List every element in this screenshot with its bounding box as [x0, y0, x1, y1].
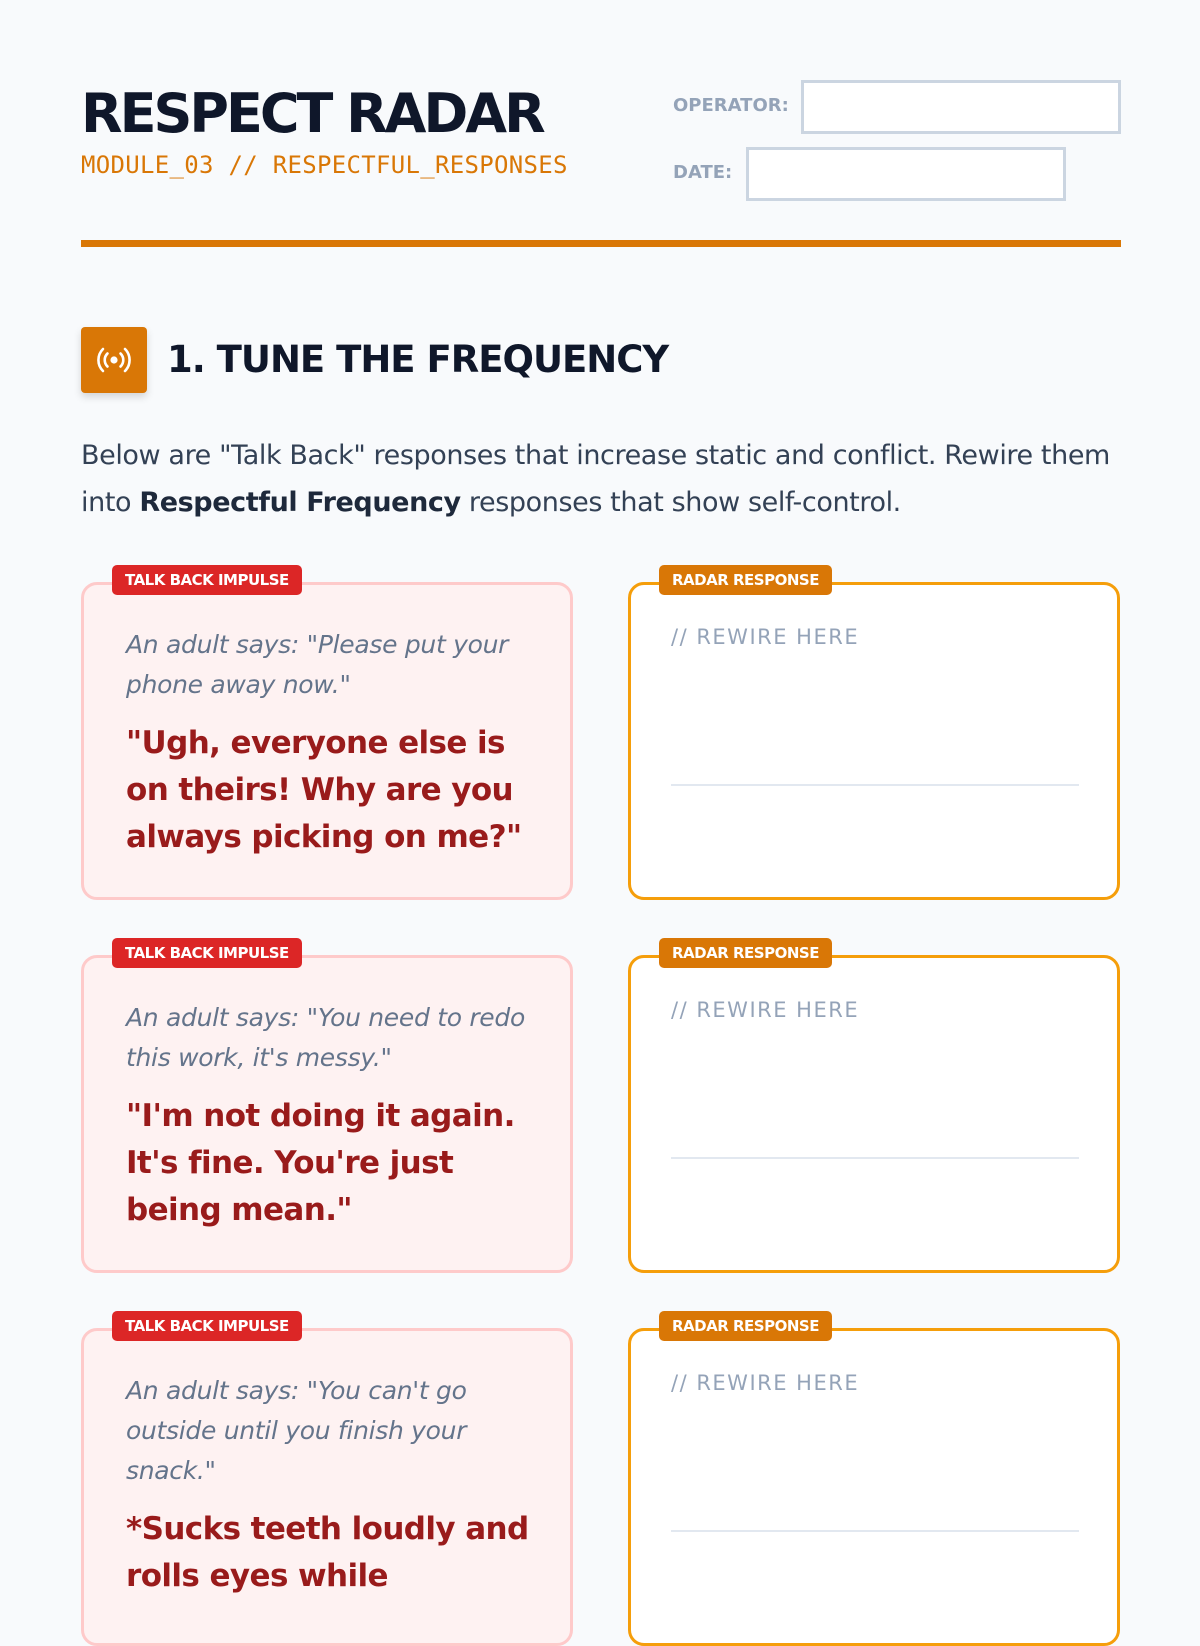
worksheet-header	[81, 0, 1121, 248]
talk-back-badge: TALK BACK IMPULSE	[112, 938, 302, 968]
talk-back-card	[81, 1317, 573, 1646]
scenario-text: An adult says: "You can't go outside until you finish your snack."	[126, 1376, 467, 1485]
intro-emphasis: Respectful Frequency	[139, 487, 461, 518]
radar-response-badge: RADAR RESPONSE	[659, 1311, 832, 1341]
talk-back-card	[81, 571, 573, 900]
writing-line	[671, 784, 1079, 786]
worksheet-page	[81, 0, 1121, 1594]
operator-label: OPERATOR:	[673, 95, 789, 116]
section-intro	[81, 432, 1126, 526]
radar-response-card[interactable]	[628, 1317, 1120, 1646]
date-field[interactable]	[746, 147, 1066, 201]
rewire-placeholder: // REWIRE HERE	[671, 625, 860, 649]
section-title: 1. TUNE THE FREQUENCY	[167, 338, 669, 381]
rewire-placeholder: // REWIRE HERE	[671, 998, 860, 1022]
talk-back-badge: TALK BACK IMPULSE	[112, 1311, 302, 1341]
operator-field[interactable]	[801, 80, 1121, 134]
radar-response-card[interactable]	[628, 944, 1120, 1273]
talk-back-quote: "Ugh, everyone else is on theirs! Why are you always picking on me?"	[126, 725, 522, 855]
talk-back-quote: *Sucks teeth loudly and rolls eyes while	[126, 1511, 529, 1594]
writing-line	[671, 1157, 1079, 1159]
page-title: RESPECT RADAR	[81, 82, 543, 145]
header-divider	[81, 240, 1121, 247]
talk-back-card	[81, 944, 573, 1273]
radar-response-card[interactable]	[628, 571, 1120, 900]
radar-response-badge: RADAR RESPONSE	[659, 565, 832, 595]
intro-text-end: responses that show self-control.	[460, 487, 901, 518]
talk-back-quote: "I'm not doing it again. It's fine. You're just being mean."	[126, 1098, 515, 1228]
talk-back-badge: TALK BACK IMPULSE	[112, 565, 302, 595]
scenario-text: An adult says: "You need to redo this work, it's messy."	[126, 1003, 525, 1072]
scenario-text: An adult says: "Please put your phone away now."	[126, 630, 509, 699]
broadcast-icon	[81, 327, 147, 393]
writing-line	[671, 1530, 1079, 1532]
rewire-placeholder: // REWIRE HERE	[671, 1371, 860, 1395]
radar-response-badge: RADAR RESPONSE	[659, 938, 832, 968]
date-label: DATE:	[673, 162, 733, 183]
intro-text: Below are "Talk Back" responses that increase static and conflict. Rewire them into	[81, 440, 1110, 518]
module-subtitle: MODULE_03 // RESPECTFUL_RESPONSES	[81, 151, 568, 179]
